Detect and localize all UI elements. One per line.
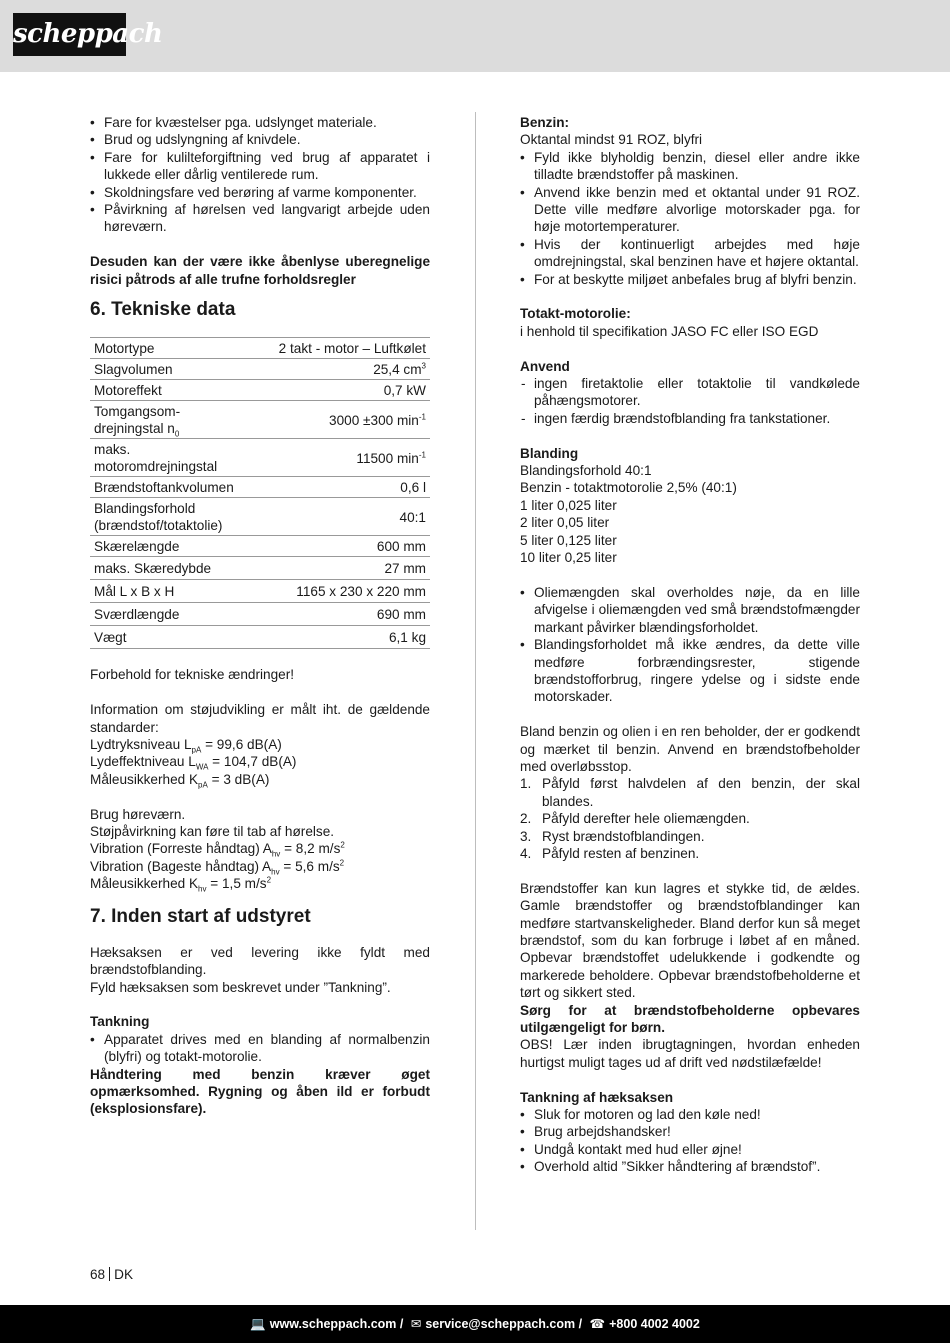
list-item: • Undgå kontakt med hud eller øjne! bbox=[520, 1141, 860, 1158]
spec-label: Brændstoftankvolumen bbox=[90, 477, 240, 498]
email-link[interactable]: service@scheppach.com / bbox=[425, 1317, 583, 1331]
table-row bbox=[90, 557, 430, 580]
vibration-line: Måleusikkerhed $K_{hv} = 1,5$ $m/s^2$ bbox=[90, 875, 272, 894]
spec-label: Blandingsforhold (brændstof/totaktolie) bbox=[90, 498, 240, 536]
table-row bbox=[90, 359, 430, 380]
section-6-title: 6. Tekniske data bbox=[90, 299, 236, 321]
page-number: 68 DK bbox=[90, 1267, 134, 1282]
list-item: • Anvend ikke benzin med et oktantal under 91 ROZ. Dette ville medføre alvorlige motorskader pga. for høje motortemperaturer. bbox=[520, 184, 860, 236]
list-item: • Sluk for motoren og lad den køle ned! bbox=[520, 1106, 860, 1123]
storage-paragraph: Brændstoffer kan kun lagres et stykke tid, de ældes. Gamle brændstoffer og brændstofblandinger kan medføre startvanskeligheder. Bland derfor kun så meget brændstof, som du kan forbruge i løbet af en måned. Opbevar brændstoffet udelukkende i godkendte og markerede beholdere. Opbevar brændstofbeholderne et tørt og sikkert sted. bbox=[520, 880, 860, 1001]
benzin-title: Benzin: bbox=[520, 115, 570, 130]
blanding-line: 10 liter 0,25 liter bbox=[520, 550, 617, 566]
spec-value: 600 mm bbox=[240, 536, 430, 557]
noise-line: Lydeffektniveau $L_{WA} = 104,7$ dB(A) bbox=[90, 754, 297, 773]
tankning-warning: Håndtering med benzin kræver øget opmærksomhed. Rygning og åben ild er forbudt (eksplosionsfare). bbox=[90, 1066, 430, 1117]
brand-logo: scheppach bbox=[13, 13, 126, 56]
list-item: 2. Påfyld derefter hele oliemængden. bbox=[520, 811, 750, 827]
list-item: • Fare for kulilteforgiftning ved brug af apparatet i lukkede eller dårlig ventilerede rum. bbox=[90, 149, 430, 184]
blanding-line: 2 liter 0,05 liter bbox=[520, 515, 610, 531]
spec-label: maks. motoromdrejningstal bbox=[90, 439, 240, 477]
list-item: • Blandingsforholdet må ikke ændres, da dette ville medføre forbrændingsrester, stigende brændstofforbrug, ringere ydelse og i sidste ende motorskader. bbox=[520, 636, 860, 706]
list-item: • Fare for kvæstelser pga. udslynget materiale. bbox=[90, 114, 430, 131]
risk-warning: Desuden kan der være ikke åbenlyse uberegnelige risici påtrods af alle trufne forholdsregler bbox=[90, 254, 430, 287]
spec-label: Slagvolumen bbox=[90, 359, 240, 380]
spec-label: Mål L x B x H bbox=[90, 580, 240, 603]
list-item: • Brud og udslyngning af knivdele. bbox=[90, 131, 430, 148]
mixing-paragraph: Bland benzin og olien i en ren beholder, der er godkendt og mærket til benzin. Anvend en brændstofbeholder med overløbsstop. bbox=[520, 724, 860, 774]
obs-paragraph: OBS! Lær inden ibrugtagningen, hvordan enheden hurtigst muligt tages ud af drift ved nødstilæfælde! bbox=[520, 1037, 860, 1070]
spec-value: 27 mm bbox=[240, 557, 430, 580]
section-7-title: 7. Inden start af udstyret bbox=[90, 905, 311, 927]
anvend-title: Anvend bbox=[520, 358, 570, 374]
list-item: 4. Påfyld resten af benzinen. bbox=[520, 845, 700, 861]
mail-icon: ✉ bbox=[410, 1317, 422, 1331]
left-column bbox=[90, 114, 430, 1118]
vibration-line: Vibration (Bageste håndtag) $A_{hv} = 5,6$ $m/s^2$ bbox=[90, 858, 345, 877]
list-item: • Påvirkning af hørelsen ved langvarigt arbejde uden høreværn. bbox=[90, 201, 430, 236]
blanding-line: Blandingsforhold 40:1 bbox=[520, 463, 652, 479]
table-row bbox=[90, 498, 430, 536]
spec-value: 3000 ±300 $\min^{-1}$ bbox=[240, 401, 430, 439]
blanding-title: Blanding bbox=[520, 445, 579, 461]
spec-value: 6,1 kg bbox=[240, 626, 430, 649]
spec-label: Motortype bbox=[90, 338, 240, 359]
table-row bbox=[90, 580, 430, 603]
spec-label: Skærelængde bbox=[90, 536, 240, 557]
table-row bbox=[90, 401, 430, 439]
spec-label: Motoreffekt bbox=[90, 380, 240, 401]
list-item: • Hvis der kontinuerligt arbejdes med høje omdrejningstal, skal benzinen have et højere oktantal. bbox=[520, 236, 860, 271]
website-link[interactable]: www.scheppach.com / bbox=[269, 1317, 404, 1331]
storage-warning: Sørg for at brændstofbeholderne opbevares utilgængeligt for børn. bbox=[520, 1002, 860, 1036]
spec-label: Vægt bbox=[90, 626, 240, 649]
page-header bbox=[0, 0, 950, 72]
benzin-list bbox=[520, 149, 860, 288]
refuel-title: Tankning af hæksaksen bbox=[520, 1089, 674, 1105]
list-item: • Overhold altid ”Sikker håndtering af brændstof”. bbox=[520, 1158, 860, 1175]
refuel-list bbox=[520, 1106, 860, 1176]
phone-link[interactable]: +800 4002 4002 bbox=[609, 1317, 700, 1331]
list-item: 1. Påfyld først halvdelen af den benzin, der skal blandes. bbox=[520, 776, 860, 809]
spec-value: 40:1 bbox=[240, 498, 430, 536]
section-7-text: Fyld hæksaksen som beskrevet under ”Tankning”. bbox=[90, 979, 391, 995]
phone-icon: ☎ bbox=[589, 1317, 606, 1331]
hearing-note: Støjpåvirkning kan føre til tab af hørelse. bbox=[90, 824, 335, 840]
right-column bbox=[520, 114, 860, 1176]
blanding-line: Benzin - totaktmotorolie 2,5% (40:1) bbox=[520, 480, 737, 496]
list-item: • Oliemængden skal overholdes nøje, da en lille afvigelse i oliemængden ved små brændstofmængder markant påvirker blændingsforholdet. bbox=[520, 584, 860, 636]
table-row bbox=[90, 536, 430, 557]
list-item: • Skoldningsfare ved berøring af varme komponenter. bbox=[90, 184, 430, 201]
spec-table bbox=[90, 337, 430, 649]
spec-label: Tomgangsom-drejningstal $n_0$ bbox=[90, 401, 240, 439]
list-item: • Apparatet drives med en blanding af normalbenzin (blyfri) og totakt-motorolie. bbox=[90, 1031, 430, 1066]
table-row bbox=[90, 439, 430, 477]
list-item: 3. Ryst brændstofblandingen. bbox=[520, 828, 705, 844]
benzin-line: Oktantal mindst 91 ROZ, blyfri bbox=[520, 132, 703, 148]
list-item: - ingen firetaktolie eller totaktolie til vandkølede påhængsmotorer. bbox=[520, 375, 860, 410]
computer-icon: 💻 bbox=[250, 1317, 266, 1331]
vibration-line: Vibration (Forreste håndtag) $A_{hv} = 8,2$ $m/s^2$ bbox=[90, 840, 345, 860]
blanding-line: 5 liter 0,125 liter bbox=[520, 532, 617, 548]
table-row bbox=[90, 626, 430, 649]
oil-line: i henhold til specifikation JASO FC eller ISO EGD bbox=[520, 323, 819, 339]
column-divider bbox=[475, 112, 476, 1230]
spec-label: maks. Skæredybde bbox=[90, 557, 240, 580]
table-row bbox=[90, 603, 430, 626]
hazard-list bbox=[90, 114, 430, 236]
spec-value: 25,4 $cm^3$ bbox=[240, 359, 430, 380]
blanding-line: 1 liter 0,025 liter bbox=[520, 497, 617, 513]
list-item: • Fyld ikke blyholdig benzin, diesel eller andre ikke tilladte brændstoffer på maskinen. bbox=[520, 149, 860, 184]
spec-value: 11500 $\min^{-1}$ bbox=[240, 439, 430, 477]
table-row bbox=[90, 380, 430, 401]
oil-title: Totakt-motorolie: bbox=[520, 306, 631, 322]
list-item: • For at beskytte miljøet anbefales brug af blyfri benzin. bbox=[520, 271, 860, 288]
spec-value: 690 mm bbox=[240, 603, 430, 626]
table-row bbox=[90, 477, 430, 498]
spec-value: 2 takt - motor – Luftkølet bbox=[240, 338, 430, 359]
mixing-steps bbox=[520, 775, 860, 862]
noise-line: Lydtryksniveau $L_{pA} = 99,6$ dB(A) bbox=[90, 737, 282, 755]
page-footer bbox=[0, 1305, 950, 1343]
tankning-list bbox=[90, 1031, 430, 1066]
noise-line: Måleusikkerhed $K_{pA} = 3$ dB(A) bbox=[90, 771, 270, 790]
oil-amount-list bbox=[520, 584, 860, 706]
anvend-list bbox=[520, 375, 860, 427]
tankning-title: Tankning bbox=[90, 1014, 150, 1030]
list-item: • Brug arbejdshandsker! bbox=[520, 1123, 860, 1140]
table-row bbox=[90, 338, 430, 359]
section-7-text: Hæksaksen er ved levering ikke fyldt med brændstofblanding. bbox=[90, 944, 430, 978]
spec-value: 0,6 l bbox=[240, 477, 430, 498]
reserve-note: Forbehold for tekniske ændringer! bbox=[90, 667, 295, 683]
list-item: - ingen færdig brændstofblanding fra tankstationer. bbox=[520, 410, 860, 427]
spec-value: 0,7 kW bbox=[240, 380, 430, 401]
hearing-note: Brug høreværn. bbox=[90, 806, 186, 822]
noise-intro: Information om støjudvikling er målt iht. de gældende standarder: bbox=[90, 702, 430, 735]
spec-value: 1165 x 230 x 220 mm bbox=[240, 580, 430, 603]
spec-label: Sværdlængde bbox=[90, 603, 240, 626]
